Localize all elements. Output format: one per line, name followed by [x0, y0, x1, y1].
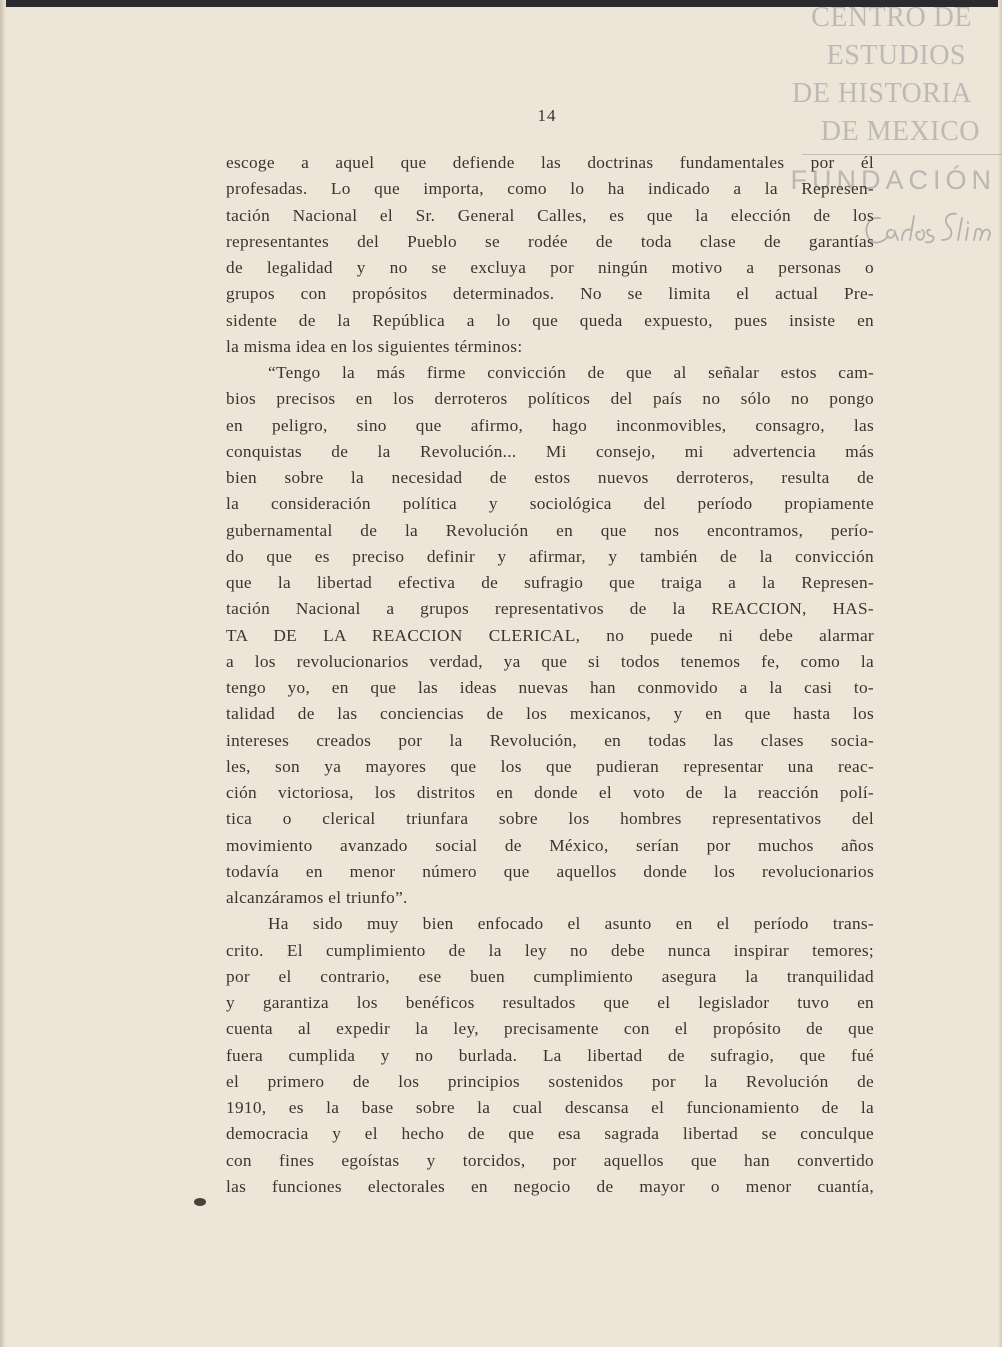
text-line: conquistas de la Revolución... Mi consejo, mi advertencia más [226, 441, 874, 461]
watermark-line-2: ESTUDIOS [826, 40, 966, 71]
text-line: tica o clerical triunfara sobre los hombres representativos del [226, 809, 874, 829]
text-line: les, son ya mayores que los que pudieran representar una reac- [226, 756, 874, 776]
scan-left-edge-shadow [0, 0, 6, 1347]
text-line: con fines egoístas y torcidos, por aquellos que han convertido [226, 1150, 874, 1170]
page-number: 14 [537, 106, 557, 125]
text-line: cuenta al expedir la ley, precisamente con el propósito de que [226, 1019, 874, 1039]
text-line: Ha sido muy bien enfocado el asunto en el período trans- [268, 914, 874, 934]
text-line: de legalidad y no se excluya por ningún motivo a personas o [226, 258, 874, 277]
text-line: movimiento avanzado social de México, serían por muchos años [226, 835, 874, 855]
text-line: a los revolucionarios verdad, ya que si todos tenemos fe, como la [226, 651, 874, 671]
text-line: profesadas. Lo que importa, como lo ha indicado a la Represen- [226, 179, 874, 199]
text-line: talidad de las conciencias de los mexicanos, y en que hasta los [226, 704, 874, 724]
text-line: do que es preciso definir y afirmar, y también de la convicción [226, 546, 874, 566]
text-line: fuera cumplida y no burlada. La libertad de sufragio, que fué [226, 1045, 874, 1065]
text-line: el primero de los principios sostenidos por la Revolución de [226, 1071, 874, 1091]
watermark-line-3: DE HISTORIA [792, 78, 972, 109]
watermark-signature [858, 200, 1000, 260]
text-line: en peligro, sino que afirmo, hago inconmovibles, consagro, las [226, 415, 874, 435]
text-line: gubernamental de la Revolución en que nos encontramos, perío- [226, 520, 874, 540]
text-line: todavía en menor número que aquellos donde los revolucionarios [226, 861, 874, 881]
text-line: tación Nacional a grupos representativos de la REACCION, HAS- [226, 599, 874, 619]
text-line: 1910, es la base sobre la cual descansa el funcionamiento de la [226, 1098, 874, 1117]
text-line: crito. El cumplimiento de la ley no debe nunca inspirar temores; [226, 940, 874, 960]
text-line: tación Nacional el Sr. General Calles, es que la elección de los [226, 205, 874, 225]
text-line: alcanzáramos el triunfo”. [226, 888, 408, 907]
text-line: bien sobre la necesidad de estos nuevos derroteros, resulta de [226, 468, 874, 487]
text-line: ción victoriosa, los distritos en donde el voto de la reacción polí- [226, 783, 874, 802]
text-line: sidente de la República a lo que queda expuesto, pues insiste en [226, 310, 874, 330]
watermark-line-4: DE MEXICO [820, 116, 980, 147]
text-line: la consideración política y sociológica del período propiamente [226, 494, 874, 514]
text-line: intereses creados por la Revolución, en todas las clases socia- [226, 730, 874, 750]
watermark-line-1: CENTRO DE [811, 2, 972, 33]
text-line: las funciones electorales en negocio de mayor o menor cuantía, [226, 1176, 874, 1196]
text-line: TA DE LA REACCION CLERICAL, no puede ni debe alarmar [226, 625, 874, 645]
body-text [226, 150, 874, 1200]
text-line: grupos con propósitos determinados. No se limita el actual Pre- [226, 284, 874, 304]
text-line: escoge a aquel que defiende las doctrinas fundamentales por él [226, 153, 874, 172]
text-line: la misma idea en los siguientes términos: [226, 336, 523, 356]
text-line: y garantiza los benéficos resultados que el legislador tuvo en [226, 993, 874, 1012]
text-line: que la libertad efectiva de sufragio que traiga a la Represen- [226, 573, 874, 592]
text-line: representantes del Pueblo se rodée de toda clase de garantías [226, 231, 874, 251]
watermark-foundation: FUNDACIÓN [790, 165, 996, 195]
text-line: democracia y el hecho de que esa sagrada libertad se conculque [226, 1124, 874, 1144]
text-line: tengo yo, en que las ideas nuevas han conmovido a la casi to- [226, 678, 874, 697]
text-line: por el contrario, ese buen cumplimiento asegura la tranquilidad [226, 966, 874, 986]
ink-blot-mark [192, 1196, 208, 1208]
text-line: “Tengo la más firme convicción de que al señalar estos cam- [268, 363, 874, 382]
text-line: bios precisos en los derroteros políticos del país no sólo no pongo [226, 389, 874, 409]
